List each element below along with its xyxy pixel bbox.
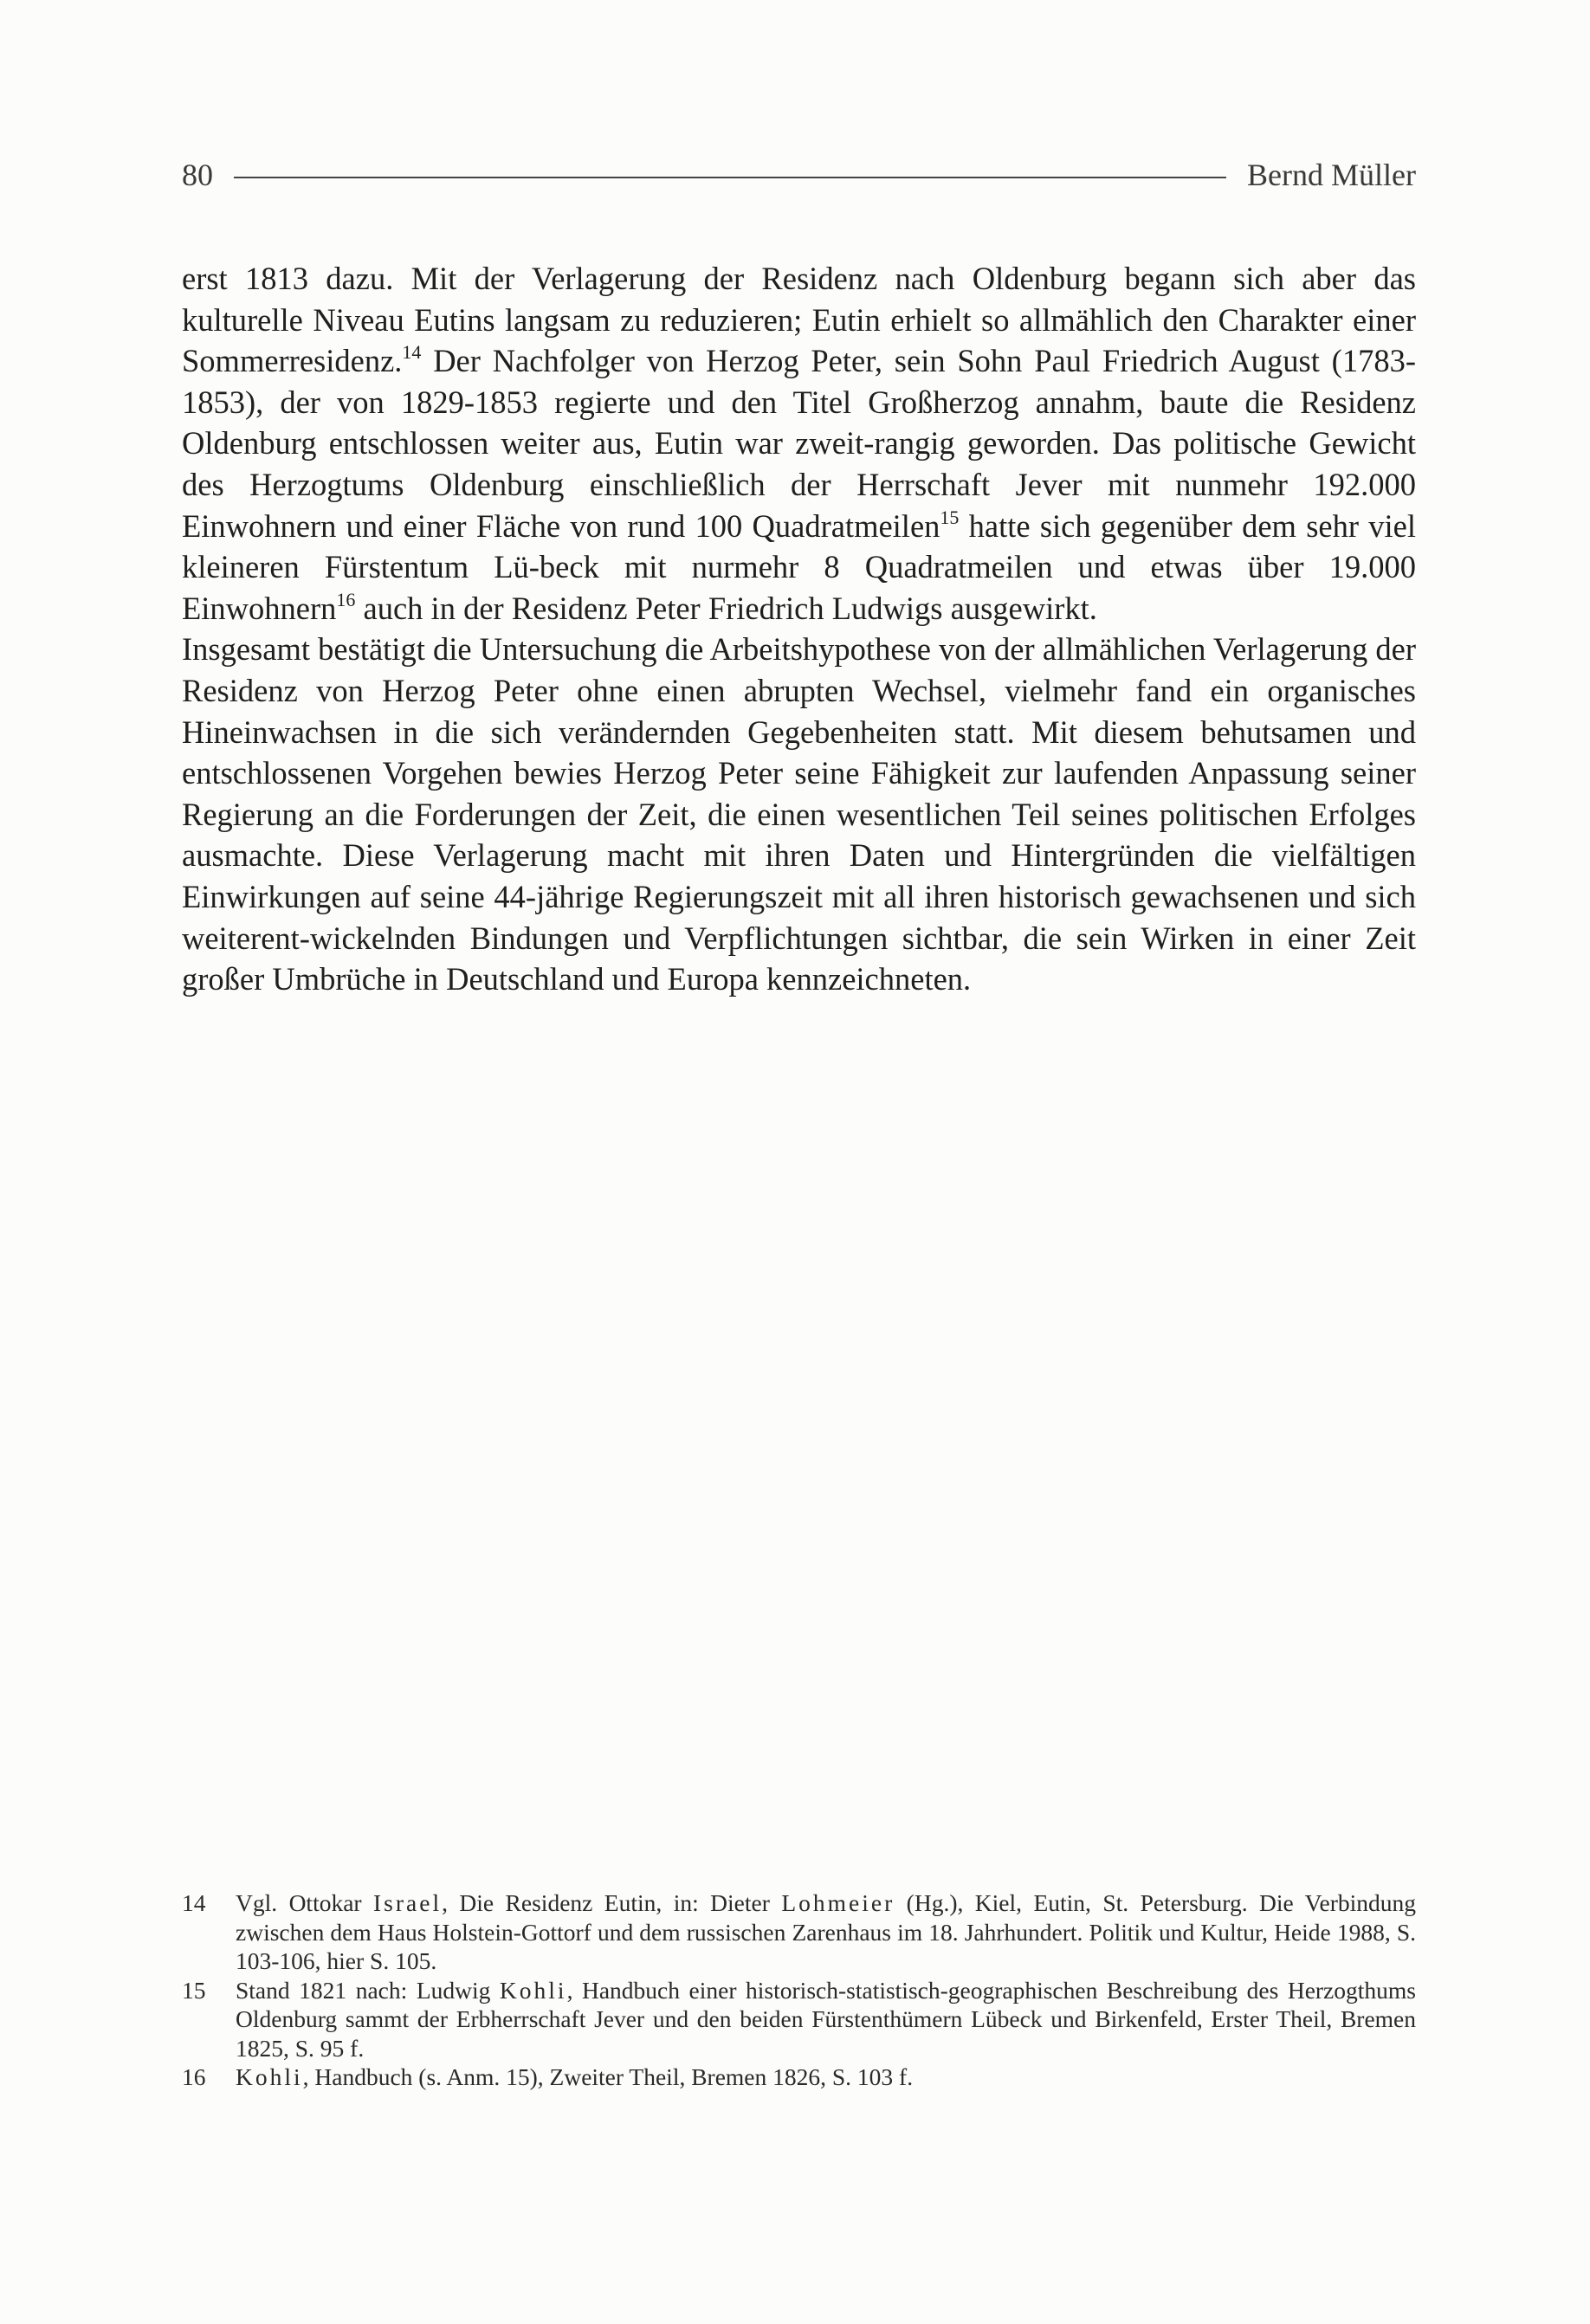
footnote-text-part: (Hg.), Kiel, Eutin, St. Petersburg. Die Verbindung zwischen dem Haus Holstein-Gottorf und dem russischen Zarenhaus im 18. Jahrhundert. Politik und Kultur, Heide 1988, S. 103-106, hier S. 105. <box>236 1889 1416 1974</box>
running-header <box>182 154 1416 196</box>
footnote-ref-14: 14 <box>402 341 422 364</box>
author-name: Kohli <box>236 2063 303 2090</box>
footnote-text-part: , Die Residenz Eutin, in: Dieter <box>442 1889 782 1916</box>
footnote-text-part: , Handbuch einer historisch-statistisch-geographischen Beschreibung des Herzogthums Oldenburg sammt der Erbherrschaft Jever und den beiden Fürstenthümern Lübeck und Birkenfeld, Erster Theil, Bremen 1825, S. 95 f. <box>236 1976 1416 2062</box>
footnote-number: 15 <box>182 1976 206 2004</box>
footnotes <box>182 1888 1416 2092</box>
paragraph-1-text-c: hatte sich gegenüber dem sehr viel kleineren Fürstentum Lü-beck mit nurmehr 8 Quadratmeilen und etwas über 19.000 Einwohnern <box>182 507 1416 626</box>
paragraph-1-text-d: auch in der Residenz Peter Friedrich Ludwigs ausgewirkt. <box>355 590 1097 626</box>
footnote-text <box>236 1888 1416 1976</box>
paragraph-2: Insgesamt bestätigt die Untersuchung die Arbeitshypothese von der allmählichen Verlagerung der Residenz von Herzog Peter ohne einen abrupten Wechsel, vielmehr fand ein organisches Hineinwachsen in die sich verändernden Gegebenheiten statt. Mit diesem behutsamen und entschlossenen Vorgehen bewies Herzog Peter seine Fähigkeit zur laufenden Anpassung seiner Regierung an die Forderungen der Zeit, die einen wesentlichen Teil seines politischen Erfolges ausmachte. Diese Verlagerung macht mit ihren Daten und Hintergründen die vielfältigen Einwirkungen auf seine 44-jährige Regierungszeit mit all ihren historisch gewachsenen und sich weiterent-wickelnden Bindungen und Verpflichtungen sichtbar, die sein Wirken in einer Zeit großer Umbrüche in Deutschland und Europa kennzeichneten. <box>182 631 1416 997</box>
running-author: Bernd Müller <box>1247 158 1416 192</box>
footnote-ref-15: 15 <box>940 506 960 528</box>
page-number: 80 <box>182 158 213 192</box>
footnote-text-part: , Handbuch (s. Anm. 15), Zweiter Theil, Bremen 1826, S. 103 f. <box>302 2063 914 2090</box>
footnote-16 <box>182 2063 1416 2092</box>
footnote-text-part: Stand 1821 nach: Ludwig <box>236 1976 500 2004</box>
footnote-text-part: Vgl. Ottokar <box>236 1889 374 1916</box>
footnote-14 <box>182 1888 1416 1976</box>
paragraph-1-text-b: Der Nachfolger von Herzog Peter, sein Sohn Paul Friedrich August (1783-1853), der von 1829-1853 regierte und den Titel Großherzog annahm, baute die Residenz Oldenburg entschlossen weiter aus, Eutin war zweit-rangig geworden. Das politische Gewicht des Herzogtums Oldenburg einschließlich der Herrschaft Jever mit nunmehr 192.000 Einwohnern und einer Fläche von rund 100 Quadratmeilen <box>182 343 1416 544</box>
author-name: Kohli <box>499 1976 567 2004</box>
footnote-text <box>236 1976 1416 2063</box>
author-name: Israel <box>373 1889 443 1916</box>
author-name: Lohmeier <box>781 1889 895 1916</box>
body-text <box>182 258 1416 1000</box>
footnote-15 <box>182 1976 1416 2063</box>
paragraph-1-text-a: erst 1813 dazu. Mit der Verlagerung der Residenz nach Oldenburg begann sich aber das kulturelle Niveau Eutins langsam zu reduzieren; Eutin erhielt so allmählich den Charakter einer Sommerresidenz. <box>182 261 1416 379</box>
header-rule <box>234 177 1226 178</box>
footnote-text <box>236 2063 1416 2092</box>
footnote-number: 14 <box>182 1889 206 1916</box>
footnote-number: 16 <box>182 2063 206 2090</box>
footnote-ref-16: 16 <box>336 588 356 610</box>
paragraph-1 <box>182 258 1416 629</box>
